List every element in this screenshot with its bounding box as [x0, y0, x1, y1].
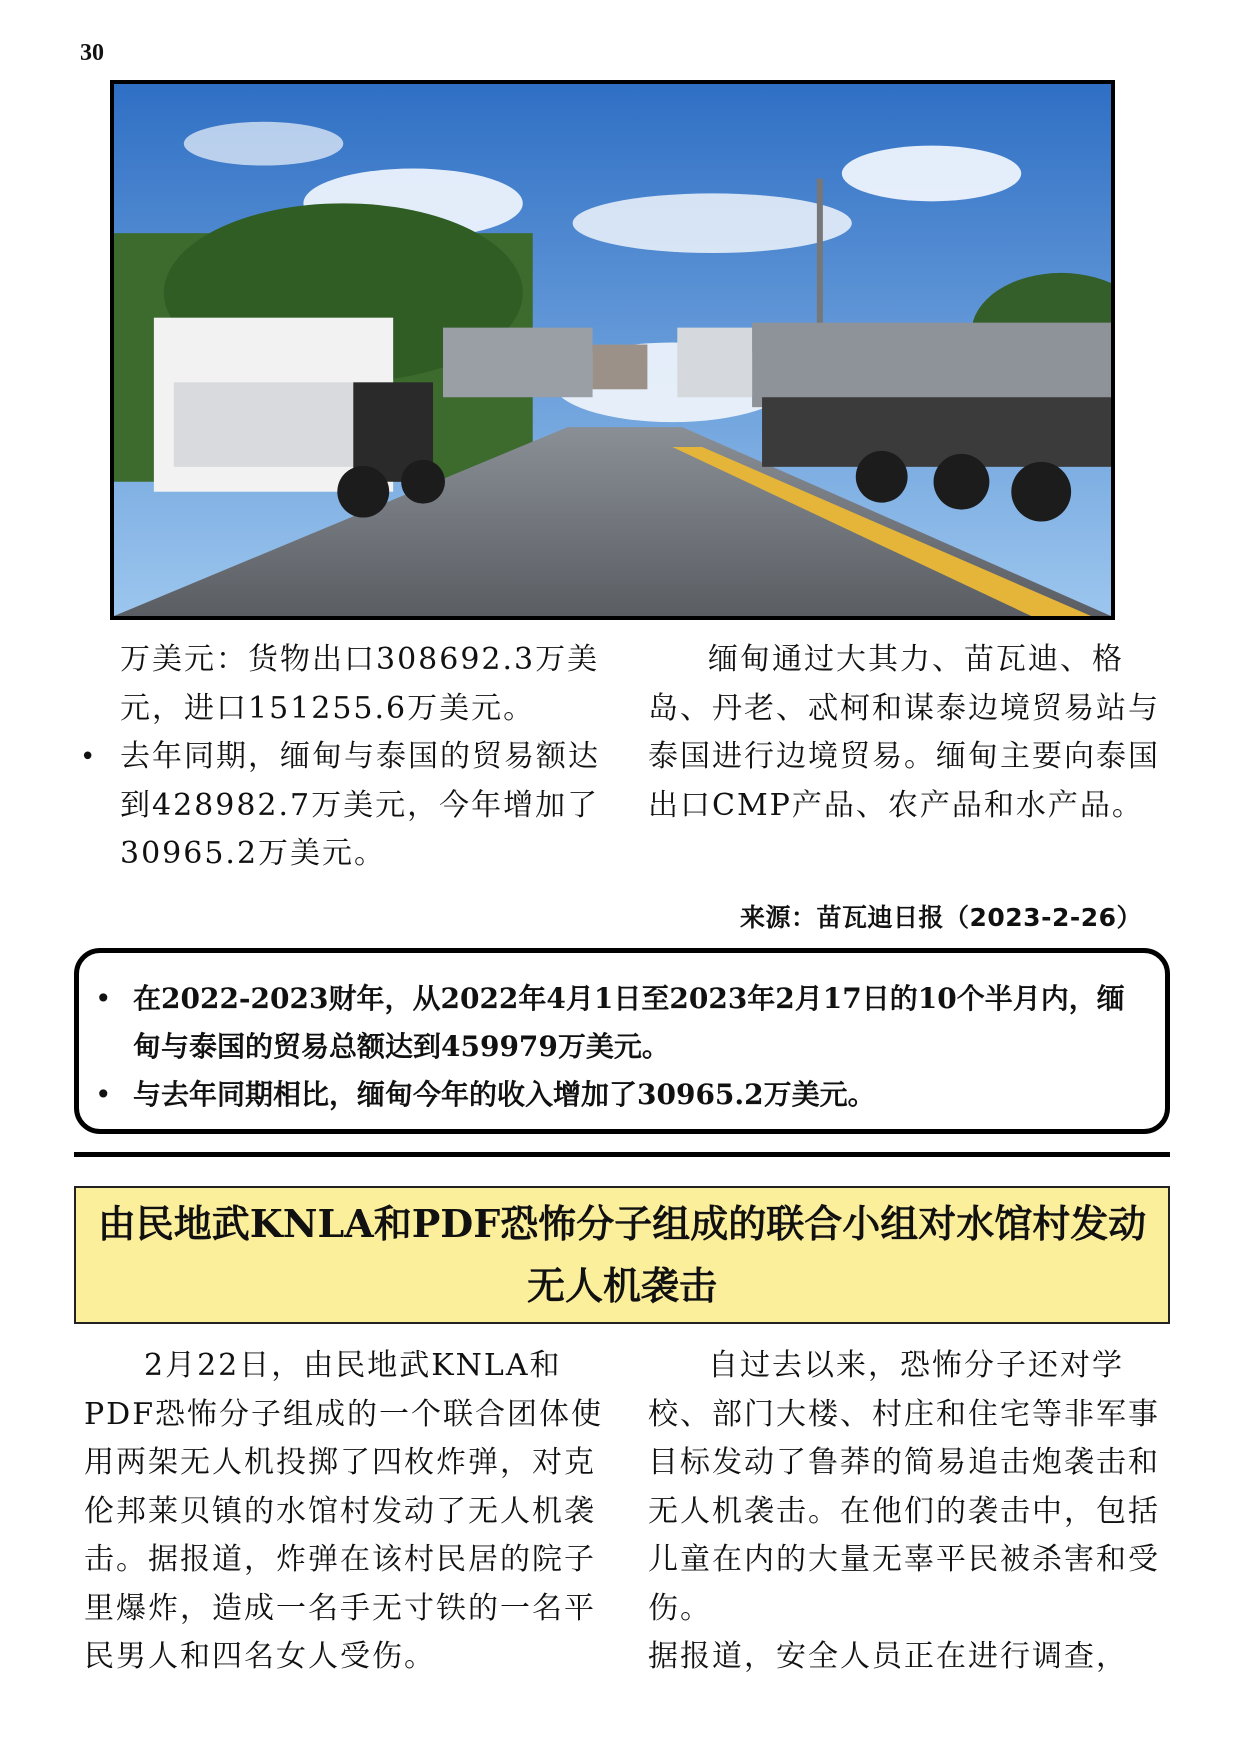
summary-bullet: • 在2022-2023财年，从2022年4月1日至2023年2月17日的10个半月内，缅甸与泰国的贸易总额达到459979万美元。	[133, 975, 1145, 1071]
bullet-item: • 去年同期，缅甸与泰国的贸易额达到428982.7万美元，今年增加了30965.2万美元。	[120, 733, 610, 879]
truck-convoy-photo	[110, 80, 1115, 620]
summary-box	[74, 948, 1170, 1134]
bottom-right-column	[648, 1342, 1168, 1682]
top-left-bullets	[120, 733, 610, 879]
border-trade-paragraph: 缅甸通过大其力、苗瓦迪、格岛、丹老、忒柯和谋泰边境贸易站与泰国进行边境贸易。缅甸主要向泰国出口CMP产品、农产品和水产品。	[648, 642, 1160, 823]
article-paragraph: 2月22日，由民地武KNLA和PDF恐怖分子组成的一个联合团体使用两架无人机投掷了四枚炸弹，对克伦邦莱贝镇的水馆村发动了无人机袭击。据报道，炸弹在该村民居的院子里爆炸，造成一名手无寸铁的一名平民男人和四名女人受伤。	[84, 1348, 604, 1674]
top-left-column	[120, 636, 610, 879]
section-divider	[74, 1152, 1170, 1157]
article-headline: 由民地武KNLA和PDF恐怖分子组成的联合小组对水馆村发动无人机袭击	[74, 1186, 1170, 1324]
continued-paragraph: 万美元：货物出口308692.3万美元，进口151255.6万美元。	[120, 642, 600, 726]
article-paragraph: 据报道，安全人员正在进行调查，	[648, 1639, 1128, 1674]
source-citation: 来源：苗瓦迪日报（2023-2-26）	[740, 903, 1143, 932]
photo-illustration	[114, 84, 1111, 616]
top-right-column	[648, 636, 1168, 830]
bottom-left-column	[84, 1342, 604, 1682]
page-number: 30	[80, 40, 104, 66]
summary-bullet: • 与去年同期相比，缅甸今年的收入增加了30965.2万美元。	[133, 1071, 1145, 1119]
article-paragraph: 自过去以来，恐怖分子还对学校、部门大楼、村庄和住宅等非军事目标发动了鲁莽的简易追击炮袭击和无人机袭击。在他们的袭击中，包括儿童在内的大量无辜平民被杀害和受伤。	[648, 1348, 1160, 1626]
